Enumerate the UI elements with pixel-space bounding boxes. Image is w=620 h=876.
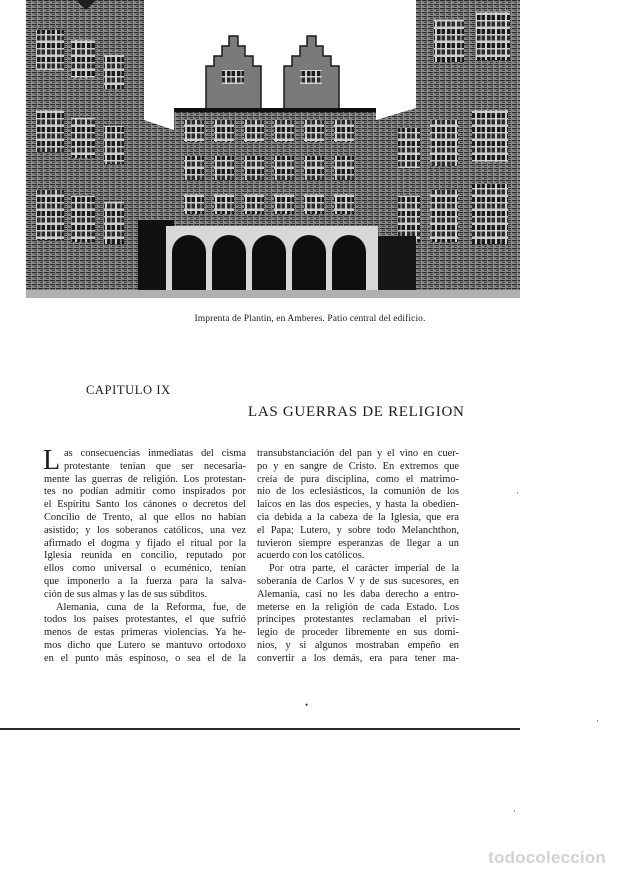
text-line: mente las guerras de religión. Los protestan- bbox=[44, 473, 246, 485]
print-speck: · bbox=[516, 488, 519, 498]
left-text-column bbox=[43, 445, 246, 666]
text-line: Concilio de Trento, al que ellos no habían bbox=[44, 511, 246, 523]
bottom-rule bbox=[0, 728, 520, 730]
text-line: convertir a los demás, era para tener ma- bbox=[257, 652, 459, 664]
print-speck: · bbox=[596, 716, 599, 726]
text-line: ellos como universal o ecuménico, tenían bbox=[44, 563, 246, 575]
text-line: príncipes protestantes reclamaban el privi- bbox=[257, 614, 459, 626]
right-text-column bbox=[257, 448, 459, 666]
text-line: soberanía de Carlos V y de sus sucesores, en bbox=[257, 575, 459, 587]
text-line: todos los países protestantes, el que sufrió bbox=[44, 614, 246, 626]
text-line: tes no podían admitir como inspirados por bbox=[44, 486, 246, 498]
photo-caption: Imprenta de Plantin, en Amberes. Patio central del edificio. bbox=[194, 314, 426, 324]
text-line: mos dicho que Lutero se mantuvo ortodoxo bbox=[44, 639, 246, 651]
text-line: menos de estas primeras violencias. Ya he- bbox=[44, 627, 246, 639]
text-line: el Espíritu Santo los cánones o decretos del bbox=[44, 499, 246, 511]
text-line: nio de los eclesiásticos, la comunión de los bbox=[257, 486, 459, 498]
text-line: tuvieron siempre esperanzas de llegar a un bbox=[257, 537, 459, 549]
text-line: afirmado el dogma y fijado el ritual por la bbox=[44, 537, 246, 549]
text-line: laicos en las dos especies, y hasta la obedien- bbox=[257, 499, 459, 511]
text-line: Alemania, casi no les daba derecho a entro- bbox=[257, 588, 459, 600]
text-line: transubstanciación del pan y el vino en cuer- bbox=[257, 448, 459, 459]
text-line: Alemania, cuna de la Reforma, fue, de bbox=[56, 601, 246, 613]
text-line: acuerdo con los católicos. bbox=[257, 550, 365, 562]
text-line: meterse en la religión de cada Estado. Los bbox=[257, 601, 459, 613]
text-line: as consecuencias inmediatas del cisma bbox=[64, 448, 246, 459]
watermark: todocoleccion bbox=[488, 848, 606, 867]
courtyard-photo bbox=[26, 0, 520, 298]
text-line: que imponerlo a la fuerza para la salva- bbox=[44, 575, 246, 587]
chapter-title: LAS GUERRAS DE RELIGION bbox=[248, 404, 465, 420]
text-line: creía de pura disciplina, como el matrimo- bbox=[257, 473, 459, 485]
print-speck: · bbox=[513, 806, 516, 816]
text-line: Iglesia reunida en concilio, reputado por bbox=[44, 550, 246, 562]
text-line: ción de sus almas y las de sus súbditos. bbox=[44, 588, 208, 600]
print-speck: • bbox=[305, 700, 309, 710]
text-line: Por otra parte, el carácter imperial de la bbox=[269, 563, 459, 575]
text-line: po y en sangre de Cristo. En extremos que bbox=[257, 460, 459, 472]
text-line: legio de proceder libremente en sus domi- bbox=[257, 627, 459, 639]
text-line: nios, y si algunos mostraban empeño en bbox=[257, 639, 459, 651]
text-line: cia debida a la cabeza de la Iglesia, que era bbox=[257, 511, 459, 523]
text-line: en el punto más espinoso, o sea el de la bbox=[44, 652, 246, 664]
chapter-label: CAPITULO IX bbox=[86, 383, 171, 397]
drop-cap: L bbox=[43, 445, 61, 476]
text-line: el Papa; Lutero, y sobre todo Melanchthon, bbox=[257, 524, 459, 536]
text-line: protestante tenían que ser necesaria- bbox=[64, 460, 246, 472]
text-line: asistido; y los soberanos católicos, una vez bbox=[44, 524, 246, 536]
